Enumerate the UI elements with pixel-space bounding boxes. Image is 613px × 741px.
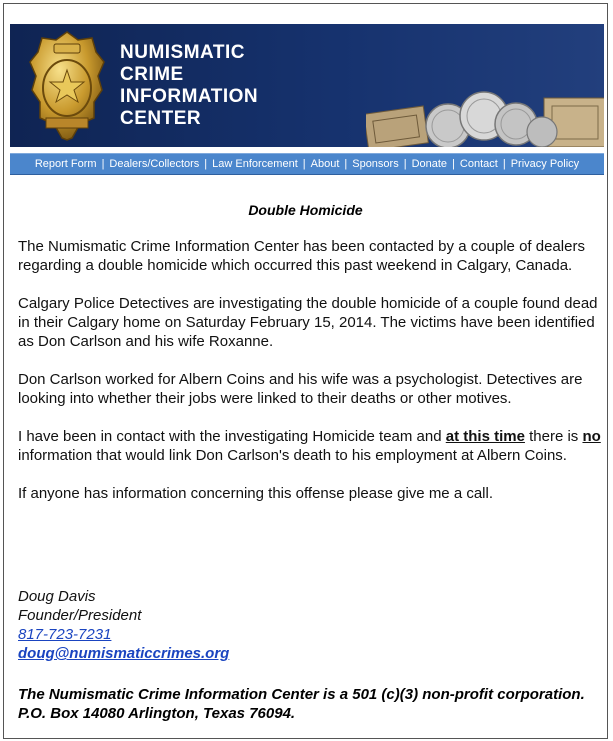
emphasis-no: no xyxy=(582,428,601,445)
paragraph-4-text: I have been in contact with the investigating Homicide team and xyxy=(18,428,446,445)
article-title: Double Homicide xyxy=(248,202,363,218)
coins-image xyxy=(366,82,604,147)
nav-donate[interactable]: Donate xyxy=(411,158,448,170)
nav-report-form[interactable]: Report Form xyxy=(34,158,97,170)
nav-law-enforcement[interactable]: Law Enforcement xyxy=(212,158,298,170)
organization-name xyxy=(120,42,258,130)
footer-notice: The Numismatic Crime Information Center is a 501 (c)(3) non-profit corporation. P.O. Box 14080 Arlington, Texas 76094. xyxy=(18,686,585,722)
nav-separator: | xyxy=(502,158,506,170)
nav-separator: | xyxy=(204,158,208,170)
paragraph-2: Calgary Police Detectives are investigating the double homicide of a couple found dead in their Calgary home on Saturday February 15, 2014. The victims have been identified as Don Carlson and his wife Roxanne. xyxy=(18,295,598,350)
org-name-line-1: NUMISMATIC xyxy=(120,42,245,63)
nav-sponsors[interactable]: Sponsors xyxy=(352,158,399,170)
paragraph-5: If anyone has information concerning this offense please give me a call. xyxy=(18,485,494,502)
nav-separator: | xyxy=(101,158,105,170)
nav-dealers-collectors[interactable]: Dealers/Collectors xyxy=(109,158,200,170)
main-nav xyxy=(10,153,604,175)
nav-separator: | xyxy=(344,158,348,170)
email-link[interactable]: doug@numismaticcrimes.org xyxy=(18,645,230,662)
emphasis-at-this-time: at this time xyxy=(445,428,525,445)
org-name-line-4: CENTER xyxy=(120,108,202,129)
paragraph-1: The Numismatic Crime Information Center has been contacted by a couple of dealers regarding a double homicide which occurred this past weekend in Calgary, Canada. xyxy=(18,238,585,274)
nav-contact[interactable]: Contact xyxy=(459,158,498,170)
police-badge-icon xyxy=(28,30,106,142)
nav-separator: | xyxy=(302,158,306,170)
org-name-line-2: CRIME xyxy=(120,64,184,85)
nav-separator: | xyxy=(452,158,455,170)
phone-link[interactable]: 817-723-7231 xyxy=(18,626,112,643)
signature-title: Founder/President xyxy=(18,607,142,624)
paragraph-3: Don Carlson worked for Albern Coins and his wife was a psychologist. Detectives are looking into whether their jobs were linked to their deaths or other motives. xyxy=(18,371,583,407)
nav-separator: | xyxy=(403,158,407,170)
header-banner xyxy=(10,24,604,147)
nav-about[interactable]: About xyxy=(310,158,340,170)
signature-block xyxy=(18,587,229,663)
page-frame xyxy=(3,3,608,739)
nav-privacy-policy[interactable]: Privacy Policy xyxy=(510,158,580,170)
org-name-line-3: INFORMATION xyxy=(120,86,259,107)
paragraph-4-text: there is xyxy=(524,428,583,445)
paragraph-4 xyxy=(18,427,602,465)
signature-name: Doug Davis xyxy=(18,588,96,605)
article-body xyxy=(18,237,602,522)
paragraph-4-text: information that would link Don Carlson's death to his employment at Albern Coins. xyxy=(18,447,567,464)
